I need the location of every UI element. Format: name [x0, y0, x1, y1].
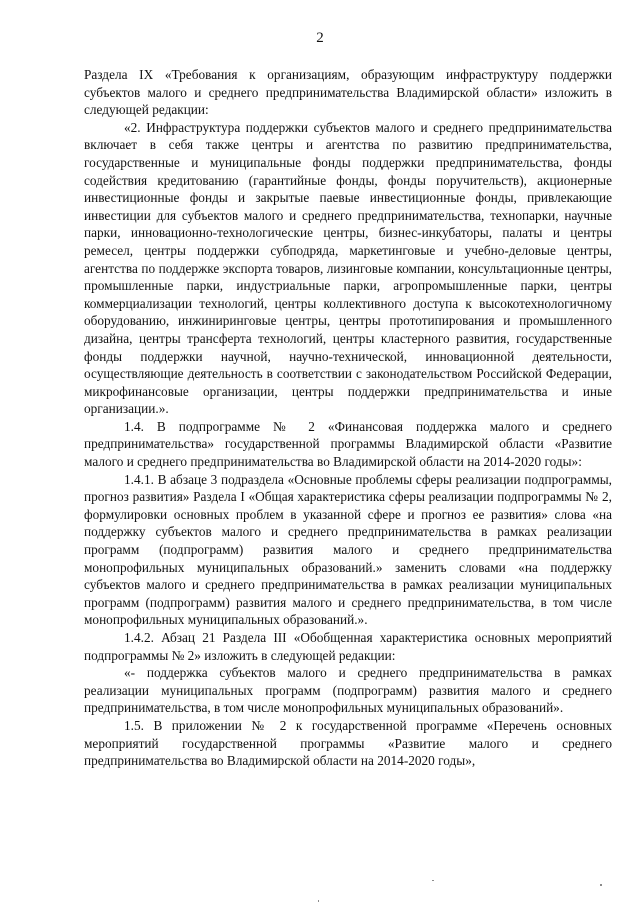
scan-speck [600, 884, 602, 886]
paragraph-1-4: 1.4. В подпрограмме № 2 «Финансовая поддержка малого и среднего предпринимательства» государственной программы Владимирской области «Развитие малого и среднего предпринимательства во Владимирской области на 2014-2020 годы»: [84, 418, 612, 470]
paragraph-1-4-2: 1.4.2. Абзац 21 Раздела III «Обобщенная характеристика основных мероприятий подпрограммы № 2» изложить в следующей редакции: [84, 630, 612, 663]
paragraph-section-ix-intro: Раздела IX «Требования к организациям, образующим инфраструктуру поддержки субъектов малого и среднего предпринимательства Владимирской области» изложить в следующей редакции: [84, 67, 612, 118]
paragraph-infrastructure-list: «2. Инфраструктура поддержки субъектов малого и среднего предпринимательства включает в себя также центры и агентства по развитию предпринимательства, государственные и муниципальные фонды поддержки предпринимательства, фонды содействия кредитованию (гарантийные фонды, фонды поручительств), акционерные инвестиционные фонды и закрытые паевые инвестиционные фонды, привлекающие инвестиции для субъектов малого и среднего предпринимательства, технопарки, научные парки, инновационно-технологические центры, бизнес-инкубаторы, палаты и центры ремесел, центры поддержки субподряда, маркетинговые и учебно-деловые центры, агентства по поддержке экспорта товаров, лизинговые компании, консультационные центры, промышленные парки, индустриальные парки, агропромышленные парки, центры коммерциализации технологий, центры коллективного доступа к высокотехнологичному оборудованию, инжиниринговые центры, центры прототипирования и промышленного дизайна, центры трансферта технологий, центры кластерного развития, государственные фонды поддержки научной, научно-технической, инновационной деятельности, осуществляющие деятельность в соответствии с законодательством Российской Федерации, микрофинансовые организации, центры поддержки предпринимательства и иные организации.». [84, 119, 612, 417]
paragraph-support-quote: «- поддержка субъектов малого и среднего предпринимательства в рамках реализации муниципальных программ (подпрограмм) развития малого и среднего предпринимательства, в том числе монопрофильных муниципальных образований». [84, 665, 612, 716]
document-body [84, 66, 612, 770]
scan-speck [432, 880, 434, 881]
paragraph-1-4-1: 1.4.1. В абзаце 3 подраздела «Основные проблемы сферы реализации подпрограммы, прогноз развития» Раздела I «Общая характеристика сферы реализации подпрограммы № 2, формулировки основных проблем в указанной сфере и прогноз ее развития» слова «на поддержку субъектов малого и среднего предпринимательства в рамках реализации программ (подпрограмм) развития малого и среднего предпринимательства монопрофильных муниципальных образований.» заменить словами «на поддержку субъектов малого и среднего предпринимательства в рамках реализации муниципальных программ (подпрограмм) развития малого и среднего предпринимательства, в том числе монопрофильных муниципальных образований.». [84, 471, 612, 628]
page-number: 2 [316, 30, 324, 46]
scan-speck [318, 900, 319, 902]
paragraph-1-5: 1.5. В приложении № 2 к государственной программе «Перечень основных мероприятий государственной программы «Развитие малого и среднего предпринимательства во Владимирской области на 2014-2020 годы», [84, 717, 612, 769]
